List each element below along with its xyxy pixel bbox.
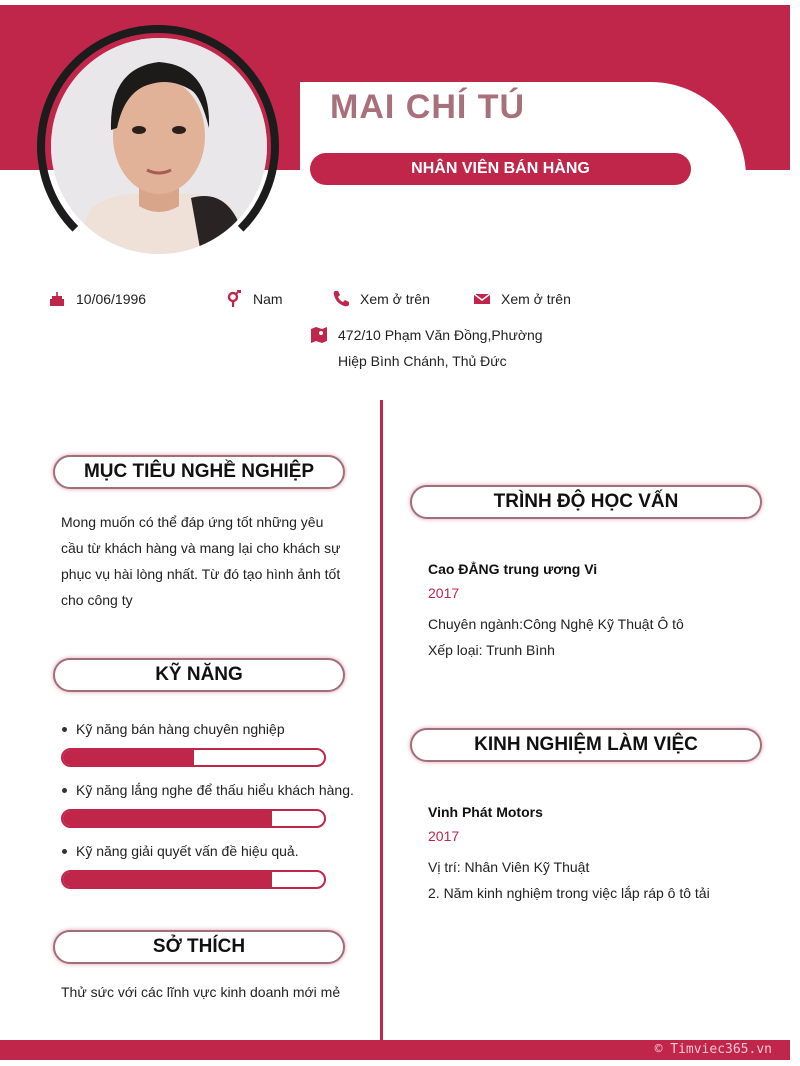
email-text[interactable]: Xem ở trên: [501, 291, 571, 307]
address-row: [310, 326, 543, 374]
skill-bar-fill: [63, 750, 194, 765]
skill-bar-fill: [63, 872, 272, 887]
skill-item: [62, 843, 299, 859]
job-title: NHÂN VIÊN BÁN HÀNG: [411, 160, 590, 177]
experience-year: 2017: [428, 828, 460, 844]
map-pin-icon: [310, 326, 328, 344]
gender-icon: [225, 290, 243, 308]
objective-text: [61, 509, 361, 613]
education-school: Cao ĐẲNG trung ương Vi: [428, 561, 598, 577]
mail-icon: [473, 290, 491, 308]
hobbies-text: Thử sức với các lĩnh vực kinh doanh mới mẻ: [61, 984, 341, 1000]
skill-item: [62, 782, 354, 798]
phone-row: [332, 290, 430, 308]
experience-heading: [410, 728, 762, 762]
bullet-icon: [62, 849, 67, 854]
skills-heading: [53, 658, 345, 692]
hobbies-heading: [53, 930, 345, 964]
experience-position: Vị trí: Nhân Viên Kỹ Thuật: [428, 859, 590, 875]
gender-row: [225, 290, 283, 308]
cake-icon: [48, 290, 66, 308]
skill-bar-fill: [63, 811, 272, 826]
address-line-2: Hiệp Bình Chánh, Thủ Đức: [338, 353, 507, 369]
skill-bar: [61, 809, 326, 828]
birthday-row: [48, 290, 146, 308]
objective-heading: [53, 455, 345, 489]
education-heading-text: TRÌNH ĐỘ HỌC VẤN: [493, 491, 679, 512]
phone-icon: [332, 290, 350, 308]
education-major: Chuyên ngành:Công Nghệ Kỹ Thuật Ô tô: [428, 616, 684, 632]
hobbies-heading-text: SỞ THÍCH: [152, 936, 246, 957]
skill-label: Kỹ năng bán hàng chuyên nghiệp: [76, 721, 285, 737]
address-line-1: 472/10 Phạm Văn Đồng,Phường: [338, 327, 543, 343]
bullet-icon: [62, 788, 67, 793]
experience-company: Vinh Phát Motors: [428, 804, 543, 820]
education-heading: [410, 485, 762, 519]
skill-bar: [61, 748, 326, 767]
objective-line: phục vụ hài lòng nhất. Từ đó tạo hình ảnh tốt: [61, 566, 341, 582]
footer-watermark[interactable]: © Timviec365.vn: [654, 1042, 772, 1057]
skills-heading-text: KỸ NĂNG: [155, 664, 243, 685]
footer-band: [0, 1040, 790, 1060]
skill-bar: [61, 870, 326, 889]
birthday-text: 10/06/1996: [76, 291, 147, 307]
education-grade: Xếp loại: Trunh Bình: [428, 642, 555, 658]
objective-line: cho công ty: [61, 592, 133, 608]
gender-text: Nam: [253, 291, 283, 307]
email-row: [473, 290, 571, 308]
phone-text[interactable]: Xem ở trên: [360, 291, 430, 307]
candidate-name: MAI CHÍ TÚ: [330, 88, 526, 126]
skill-item: [62, 721, 285, 737]
objective-line: Mong muốn có thể đáp ứng tốt những yêu: [61, 514, 324, 530]
objective-heading-text: MỤC TIÊU NGHỀ NGHIỆP: [83, 461, 315, 482]
experience-detail: 2. Năm kinh nghiệm trong việc lắp ráp ô tô tải: [428, 885, 710, 901]
bullet-icon: [62, 727, 67, 732]
skill-label: Kỹ năng giải quyết vấn đề hiệu quả.: [76, 843, 299, 859]
skill-label: Kỹ năng lắng nghe để thấu hiểu khách hàng.: [76, 782, 354, 798]
column-divider: [380, 400, 383, 1040]
job-title-pill: [310, 153, 691, 185]
avatar-photo: [51, 38, 267, 254]
avatar: [51, 38, 267, 254]
experience-heading-text: KINH NGHIỆM LÀM VIỆC: [474, 734, 698, 755]
objective-line: cầu từ khách hàng và mang lại cho khách sự: [61, 540, 341, 556]
education-year: 2017: [428, 585, 460, 601]
